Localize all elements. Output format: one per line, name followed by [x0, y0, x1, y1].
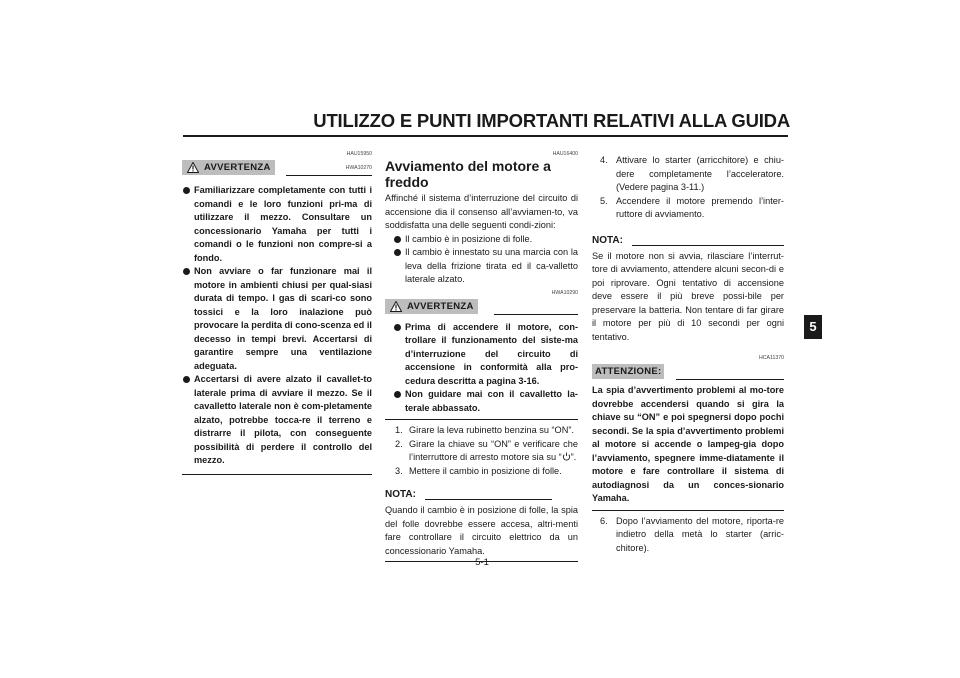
caution-label: ATTENZIONE:	[592, 364, 664, 379]
list-item: 4. Attivare lo starter (arricchitore) e chiu-dere completamente l’acceleratore. (Vedere pagina 3-11.)	[600, 155, 784, 192]
note-rule	[425, 499, 552, 500]
column-1	[182, 150, 372, 479]
note-label: NOTA:	[592, 234, 623, 246]
warning-list	[182, 184, 372, 468]
warning-list	[385, 321, 578, 416]
list-item: 2. Girare la chiave su “ON” e verificare che l’interruttore di arresto motore sia su “ ”.	[395, 438, 578, 462]
caution-rule	[676, 379, 784, 380]
note-text: Se il motore non si avvia, rilasciare l’interrut-tore di avviamento, attendere alcuni secon-di e poi riprovare. Ogni tentativo di accensione deve essere il più breve possi-bile per preservare la batteria. Non tentare di far girare il motore per più di 10 secondi per ogni tentativo.	[592, 250, 784, 342]
warning-end-rule	[385, 419, 578, 420]
list-item: Non avviare o far funzionare mai il motore in ambienti chiusi per qual-siasi durata di tempo. I gas di scari-co sono tossici e la loro inalazione può provocare la perdita di cono-scenza ed il decesso in tempi brevi. Accertarsi di garantire sempre una ventilazione adeguata.	[182, 265, 372, 373]
warning-code: HWA10290	[551, 289, 578, 296]
list-item: 6. Dopo l’avviamento del motore, riporta-re indietro della metà lo starter (arric-chitore).	[600, 515, 784, 553]
chapter-tab[interactable]: 5	[804, 315, 822, 339]
intro-paragraph: Affinché il sistema d’interruzione del circuito di accensione dia il consenso all’avviamen-to, va soddisfatta una delle seguenti condi-zioni:	[385, 193, 578, 230]
list-item: Familiarizzare completamente con tutti i comandi e le loro funzioni pri-ma di utilizzare il mezzo. Consultare un concessionario Yamaha per tutti i comandi o le funzioni non compre-si a fondo.	[182, 184, 372, 265]
page-number: 5-1	[475, 557, 489, 568]
section-code: HAU16400	[552, 151, 578, 157]
steps-list	[592, 515, 784, 556]
warning-header	[385, 299, 578, 315]
warning-label: AVVERTENZA	[385, 299, 478, 314]
caution-header	[592, 364, 784, 380]
steps-list	[592, 154, 784, 222]
list-item: Il cambio è in posizione di folle.	[393, 233, 578, 247]
warning-triangle-icon	[390, 301, 402, 312]
warning-rule	[286, 175, 372, 176]
caution-text: La spia d’avvertimento problemi al mo-tore dovrebbe accendersi quando si gira la chiave su “ON” e poi spegnersi dopo pochi secondi. Se la spia d’avvertimento problemi al motore si accende o lampeg-gia dopo l’avviamento, spegnere imme-diatamente il motore e fare controllare il sistema di autodiagnosi da un conces-sionario Yamaha.	[592, 385, 784, 503]
section-title: Avviamento del motore a freddo	[385, 158, 551, 190]
column-2	[385, 150, 578, 566]
note-label: NOTA:	[385, 489, 416, 500]
note-text: Quando il cambio è in posizione di folle, la spia del folle dovrebbe essere accesa, altri-menti fare controllare il circuito elettrico da un concessionario Yamaha.	[385, 505, 578, 556]
page-title: UTILIZZO E PUNTI IMPORTANTI RELATIVI ALLA GUIDA	[313, 110, 790, 131]
caution-code: HCA11370	[759, 355, 784, 361]
engine-run-switch-icon	[562, 452, 571, 461]
warning-end-rule	[182, 474, 372, 475]
steps-list	[385, 424, 578, 478]
column-3	[592, 150, 784, 555]
note-rule	[632, 245, 784, 246]
list-item: Non guidare mai con il cavalletto la-terale abbassato.	[393, 388, 578, 415]
conditions-list	[385, 233, 578, 287]
section-code: HAU15950	[346, 151, 372, 157]
warning-code: HWA10270	[345, 165, 372, 171]
title-rule	[183, 135, 788, 137]
warning-label: AVVERTENZA	[182, 160, 275, 175]
list-item: 5. Accendere il motore premendo l’inter-ruttore di avviamento.	[600, 195, 784, 219]
caution-end-rule	[592, 510, 784, 511]
list-item: 3. Mettere il cambio in posizione di folle.	[395, 465, 562, 476]
list-item: Prima di accendere il motore, con-trollare il funzionamento del siste-ma d’interruzione del circuito di accensione in conformità alla pro-cedura descritta a pagina 3-16.	[393, 321, 578, 389]
list-item: Accertarsi di avere alzato il cavallet-to laterale prima di avviare il mezzo. Se il cavalletto laterale non è com-pletamente alzato, potrebbe tocca-re il terreno e distrarre il pilota, con conseguente possibilità di perdere il controllo del mezzo.	[182, 373, 372, 468]
list-item: 1. Girare la leva rubinetto benzina su “ON”.	[395, 425, 574, 435]
note-header	[385, 488, 578, 502]
warning-triangle-icon	[187, 162, 199, 173]
note-header	[592, 234, 784, 248]
list-item: Il cambio è innestato su una marcia con la leva della frizione tirata ed il ca-valletto laterale alzato.	[393, 246, 578, 287]
warning-header	[182, 160, 372, 176]
warning-rule	[494, 314, 578, 315]
